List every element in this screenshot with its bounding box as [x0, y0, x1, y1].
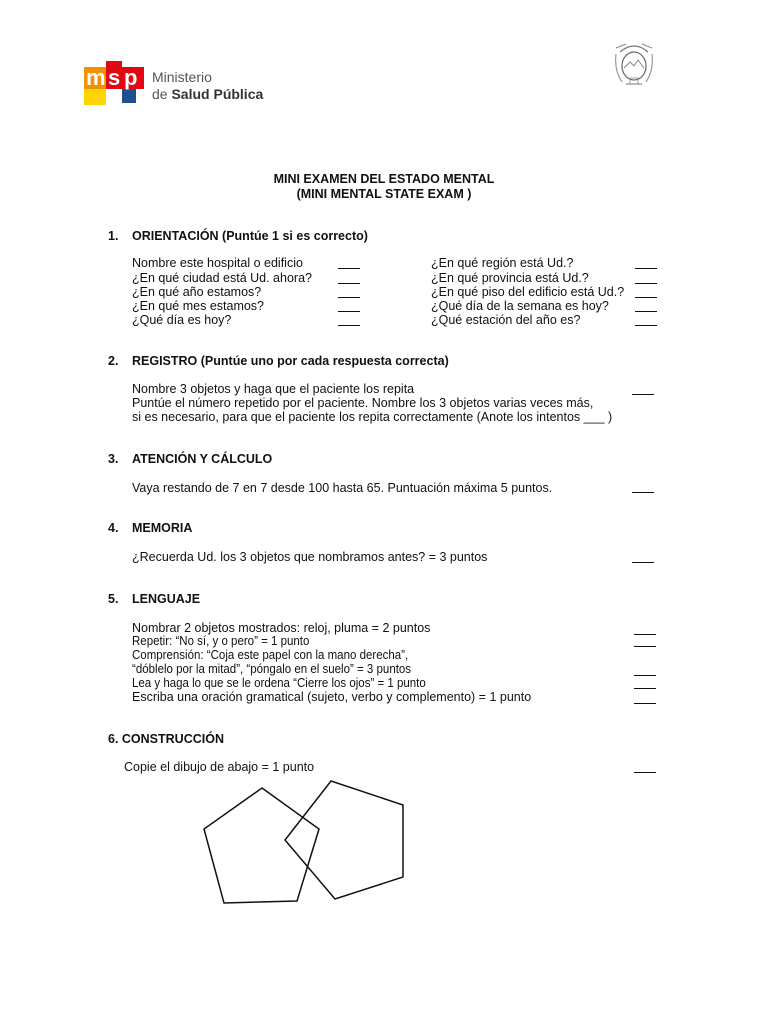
answer-blank[interactable]: [634, 646, 656, 647]
svg-text:p: p: [124, 65, 138, 90]
registro-line: Puntúe el número repetido por el paciente. Nombre los 3 objetos varias veces más,: [132, 396, 594, 410]
answer-blank[interactable]: [338, 311, 360, 312]
atencion-line: Vaya restando de 7 en 7 desde 100 hasta 65. Puntuación máxima 5 puntos.: [132, 481, 553, 495]
ministry-line2-bold: Salud Pública: [171, 86, 264, 102]
orientacion-left-item: ¿En qué mes estamos?: [132, 299, 265, 313]
answer-blank[interactable]: [635, 325, 657, 326]
orientacion-right-item: ¿En qué piso del edificio está Ud.?: [431, 285, 625, 299]
answer-blank[interactable]: [635, 297, 657, 298]
orientacion-left-item: ¿En qué ciudad está Ud. ahora?: [132, 271, 312, 285]
lenguaje-line: “dóblelo por la mitad”, “póngalo en el suelo” = 3 puntos: [132, 662, 412, 676]
answer-blank[interactable]: [635, 268, 657, 269]
section-4-number: 4.: [108, 521, 119, 535]
section-2-number: 2.: [108, 354, 119, 368]
section-5-heading: LENGUAJE: [132, 592, 201, 606]
lenguaje-line: Nombrar 2 objetos mostrados: reloj, pluma = 2 puntos: [132, 621, 431, 635]
orientacion-left-item: ¿En qué año estamos?: [132, 285, 262, 299]
construccion-line: Copie el dibujo de abajo = 1 punto: [124, 760, 315, 774]
ministry-line2: [152, 86, 263, 102]
section-6-heading: 6. CONSTRUCCIÓN: [108, 732, 224, 746]
memoria-line: ¿Recuerda Ud. los 3 objetos que nombramos antes? = 3 puntos: [132, 550, 488, 564]
coat-of-arms-icon: [610, 38, 658, 90]
answer-blank[interactable]: [338, 325, 360, 326]
msp-logo-mark-icon: [80, 55, 152, 107]
lenguaje-line: Repetir: “No sí, y o pero” = 1 punto: [132, 634, 310, 648]
answer-blank[interactable]: [634, 688, 656, 689]
title-line2: (MINI MENTAL STATE EXAM ): [296, 187, 472, 201]
answer-blank[interactable]: [338, 283, 360, 284]
pentagon-right: [285, 781, 403, 899]
orientacion-right-item: ¿Qué día de la semana es hoy?: [431, 299, 609, 313]
answer-blank[interactable]: [632, 492, 654, 493]
orientacion-left-item: Nombre este hospital o edificio: [132, 256, 303, 270]
section-3-heading: ATENCIÓN Y CÁLCULO: [132, 452, 273, 466]
answer-blank[interactable]: [635, 283, 657, 284]
orientacion-right-item: ¿Qué estación del año es?: [431, 313, 581, 327]
orientacion-left-item: ¿Qué día es hoy?: [132, 313, 232, 327]
answer-blank[interactable]: [635, 311, 657, 312]
answer-blank[interactable]: [634, 634, 656, 635]
answer-blank[interactable]: [338, 297, 360, 298]
lenguaje-line: Lea y haga lo que se le ordena “Cierre los ojos” = 1 punto: [132, 676, 426, 690]
orientacion-right-item: ¿En qué provincia está Ud.?: [431, 271, 589, 285]
answer-blank[interactable]: [634, 675, 656, 676]
registro-line: si es necesario, para que el paciente los repita correctamente (Anote los intentos ___ ): [132, 410, 613, 424]
section-5-number: 5.: [108, 592, 119, 606]
msp-logo: [80, 55, 264, 110]
answer-blank[interactable]: [634, 772, 656, 773]
title-line1: MINI EXAMEN DEL ESTADO MENTAL: [273, 172, 495, 186]
ministry-line2-plain: de: [152, 86, 172, 102]
section-4-heading: MEMORIA: [132, 521, 193, 535]
svg-text:m: m: [86, 65, 106, 90]
lenguaje-line: Comprensión: “Coja este papel con la mano derecha”,: [132, 648, 409, 662]
orientacion-right-item: ¿En qué región está Ud.?: [431, 256, 574, 270]
section-1-number: 1.: [108, 229, 119, 243]
section-1-heading: ORIENTACIÓN (Puntúe 1 si es correcto): [132, 229, 368, 243]
answer-blank[interactable]: [632, 562, 654, 563]
answer-blank[interactable]: [634, 703, 656, 704]
section-3-number: 3.: [108, 452, 119, 466]
answer-blank[interactable]: [632, 394, 654, 395]
section-2-heading: REGISTRO (Puntúe uno por cada respuesta correcta): [132, 354, 449, 368]
svg-text:s: s: [108, 65, 121, 90]
lenguaje-line: Escriba una oración gramatical (sujeto, verbo y complemento) = 1 punto: [132, 690, 532, 704]
pentagon-left: [204, 788, 319, 903]
ministry-line1: Ministerio: [152, 69, 212, 85]
answer-blank[interactable]: [338, 268, 360, 269]
registro-line: Nombre 3 objetos y haga que el paciente los repita: [132, 382, 415, 396]
